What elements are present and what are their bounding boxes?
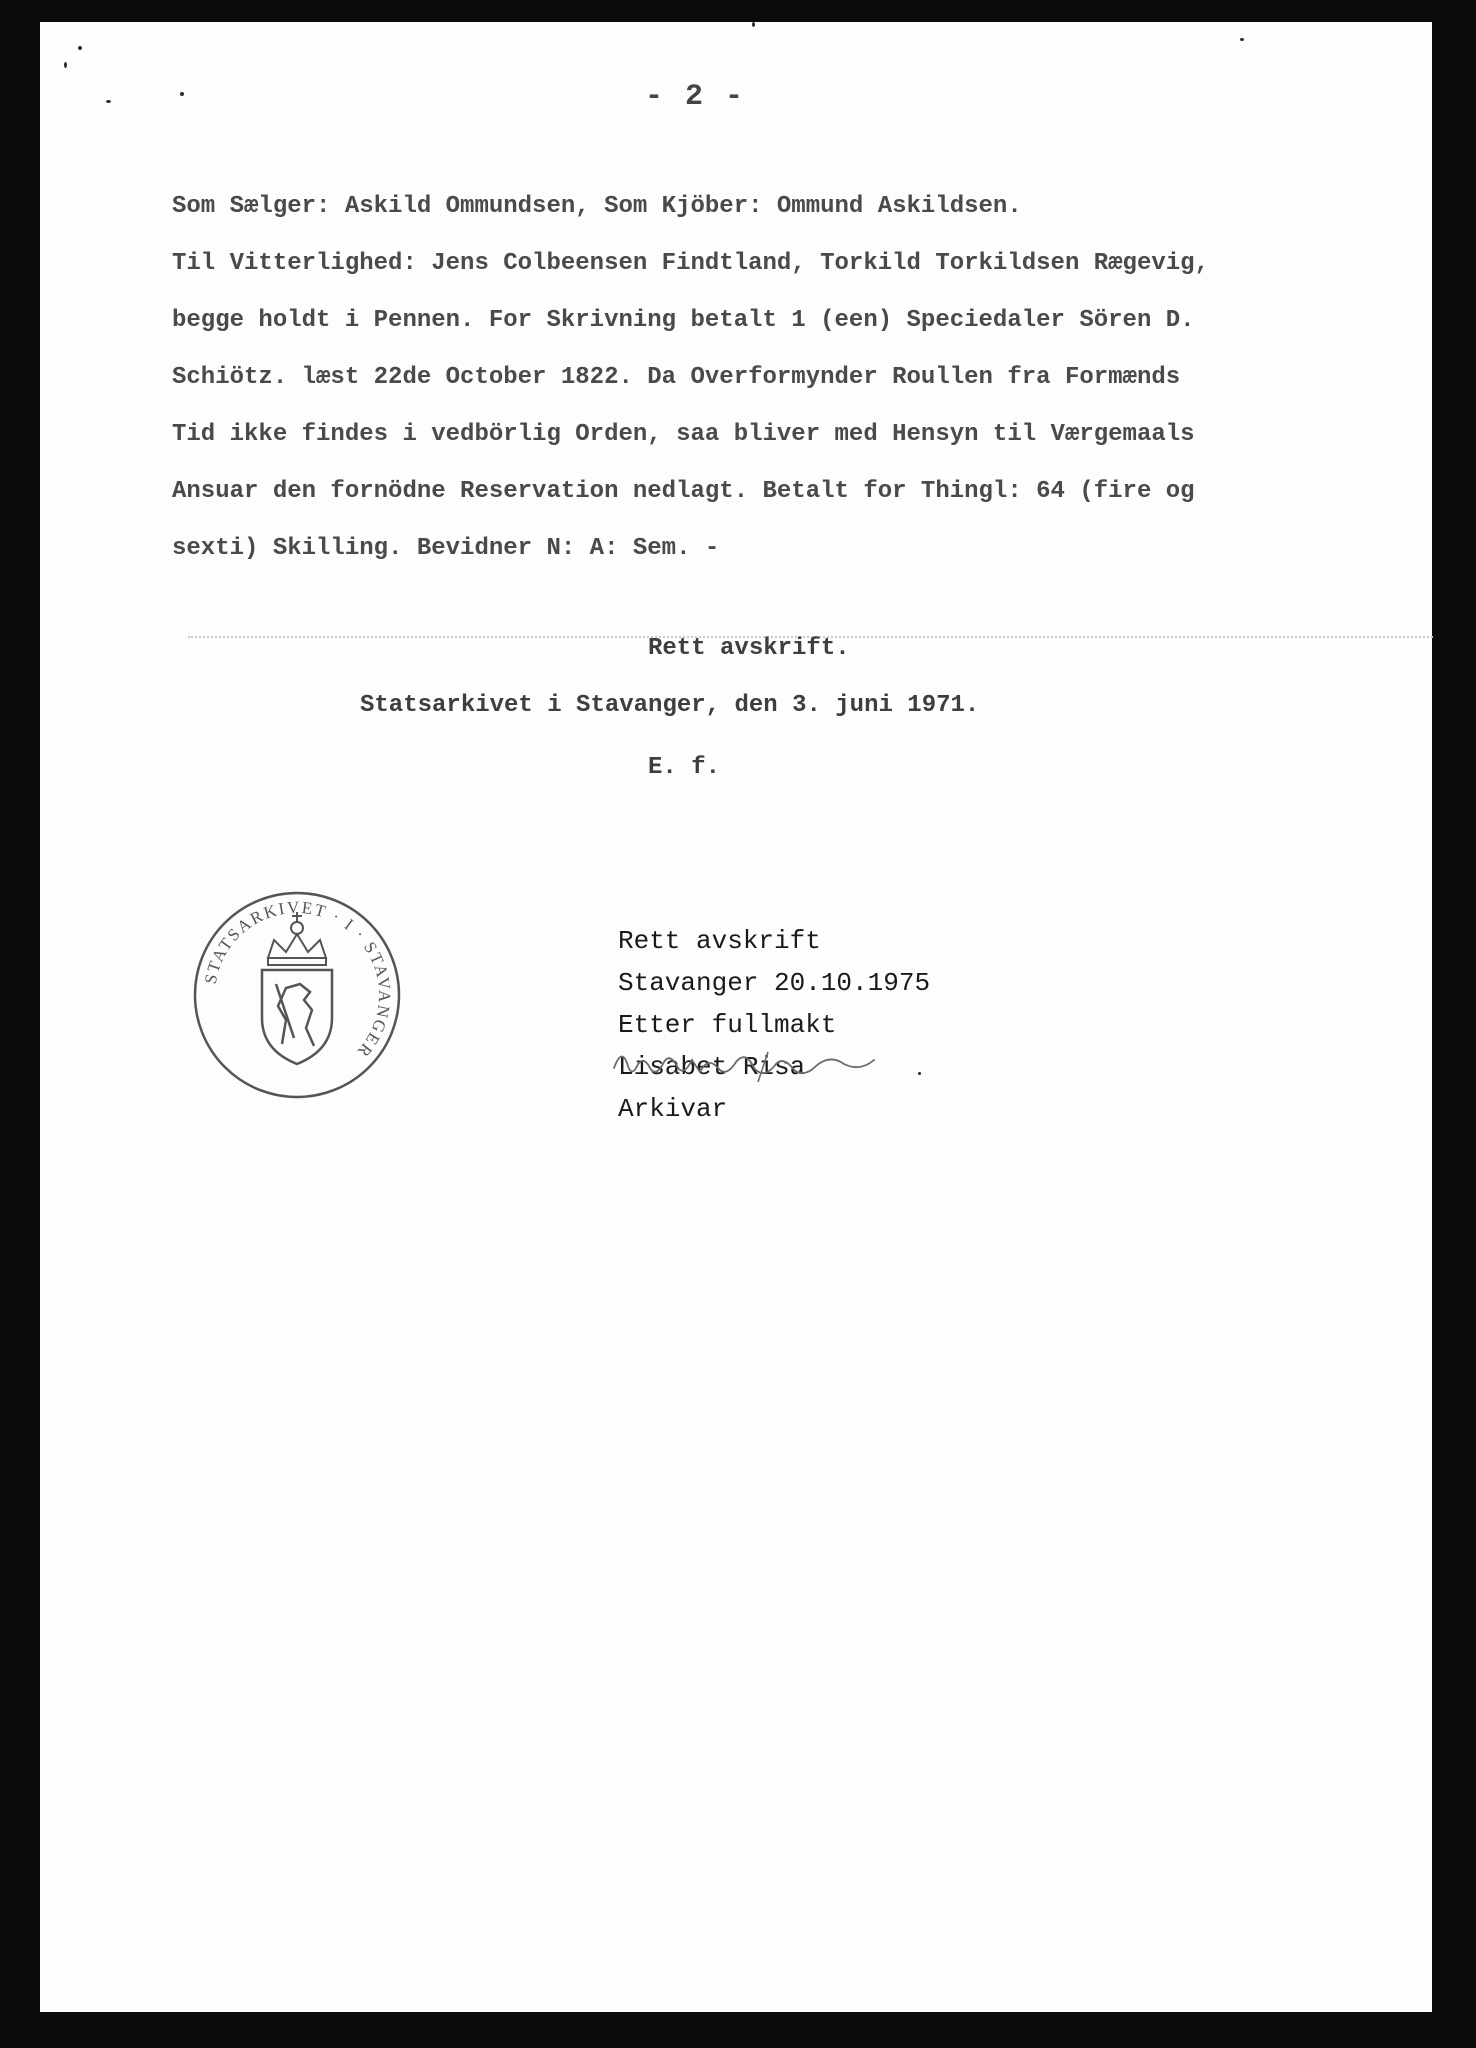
- paper-speck: [78, 46, 82, 50]
- seal-outer-ring: [195, 893, 399, 1097]
- paper-speck: [64, 62, 67, 68]
- archive-seal-stamp: [190, 888, 404, 1102]
- deed-body-text: [172, 178, 1402, 577]
- attest-1971-initials: E. f.: [648, 754, 721, 781]
- paper-speck: [752, 22, 755, 27]
- paper-speck: [1240, 38, 1244, 41]
- handwritten-signature: [608, 1038, 888, 1088]
- body-line: sexti) Skilling. Bevidner N: A: Sem. -: [172, 535, 720, 562]
- page-number: - 2 -: [644, 80, 745, 114]
- certify-line: Stavanger 20.10.1975: [618, 968, 931, 998]
- body-line: Ansuar den fornödne Reservation nedlagt. Betalt for Thingl: 64 (fire og: [172, 478, 1195, 505]
- paper-speck: [918, 1072, 921, 1075]
- crown-icon: [268, 912, 326, 965]
- lion-shield-icon: [262, 970, 332, 1064]
- certify-signer-title: Arkivar: [618, 1094, 728, 1124]
- certify-line: Etter fullmakt: [618, 1010, 837, 1040]
- paper-speck: [106, 100, 111, 103]
- body-line: Tid ikke findes i vedbörlig Orden, saa bliver med Hensyn til Værgemaals: [172, 421, 1195, 448]
- body-line: begge holdt i Pennen. For Skrivning betalt 1 (een) Speciedaler Sören D.: [172, 307, 1195, 334]
- body-line: Som Sælger: Askild Ommundsen, Som Kjöber: Ommund Askildsen.: [172, 193, 1022, 220]
- certify-line: Rett avskrift: [618, 926, 821, 956]
- paper-speck: [180, 92, 184, 96]
- body-line: Schiötz. læst 22de October 1822. Da Overformynder Roullen fra Formænds: [172, 364, 1181, 391]
- seal-inscription: STATSARKIVET · I · STAVANGER: [200, 897, 395, 1063]
- attest-1971-title: Rett avskrift.: [648, 635, 850, 662]
- body-line: Til Vitterlighed: Jens Colbeensen Findtland, Torkild Torkildsen Rægevig,: [172, 250, 1209, 277]
- certification-1975: [618, 920, 930, 1130]
- attest-1971-place-date: Statsarkivet i Stavanger, den 3. juni 1971.: [360, 692, 980, 719]
- certify-signer-name: Lisabet Risa: [618, 1052, 806, 1082]
